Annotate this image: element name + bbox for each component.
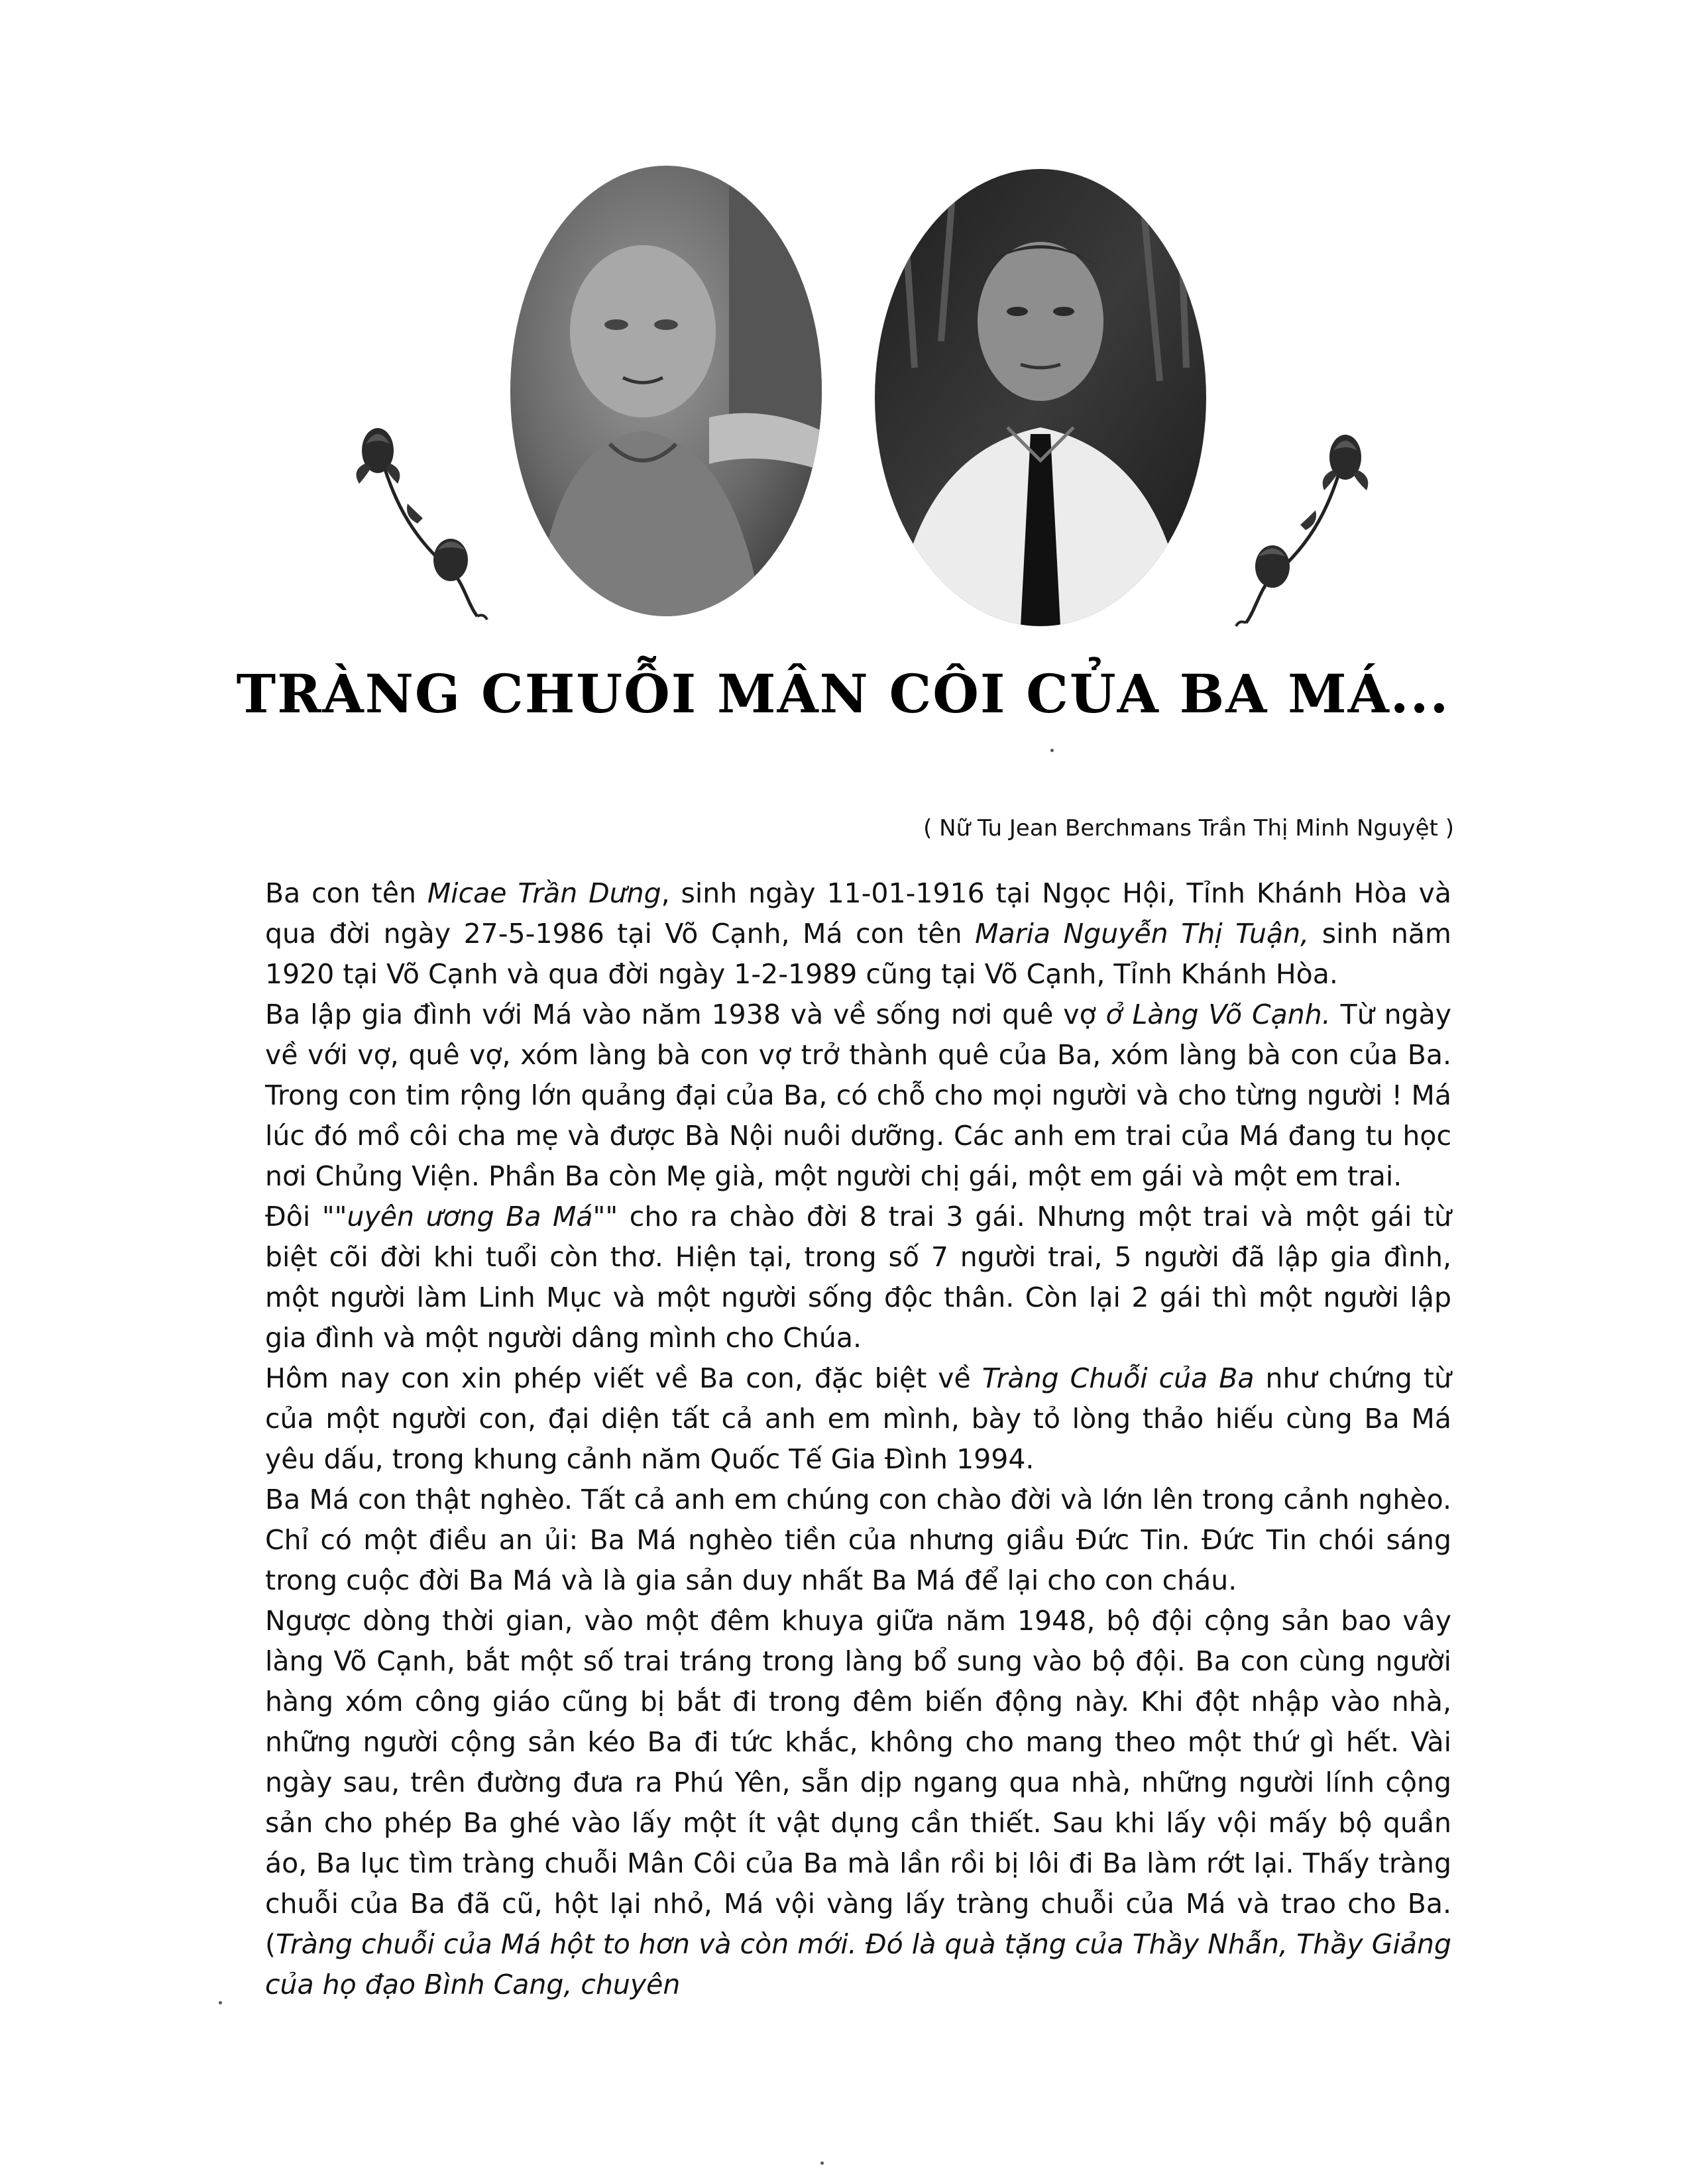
- text-run: Ba lập gia đình với Má vào năm 1938 và về sống nơi quê vợ: [265, 999, 1106, 1030]
- article-body: [265, 873, 1451, 2005]
- author-byline: ( Nữ Tu Jean Berchmans Trần Thị Minh Nguyệt ): [923, 815, 1454, 842]
- italic-text-run: Tràng chuỗi của Má hột to hơn và còn mới. Đó là quà tặng của Thầy Nhẫn, Thầy Giảng của họ đạo Bình Cang, chuyên: [265, 1928, 1451, 2000]
- portrait-photo-father-icon: [875, 169, 1206, 626]
- text-run: cho ra chào đời 8 trai 3 gái. Nhưng một trai và một gái từ biệt cõi đời khi tuổi còn thơ. Hiện tại, trong số 7 người trai, 5 người đã lập gia đình, một người làm Linh Mục và một người sống độc thân. Còn lại 2 gái thì một người lập gia đình và một người dâng mình cho Chúa.: [265, 1201, 1451, 1354]
- text-run: Ngược dòng thời gian, vào một đêm khuya giữa năm 1948, bộ đội cộng sản bao vây làng Võ Cạnh, bắt một số trai tráng trong làng bổ sung vào bộ đội. Ba con cùng người hàng xóm công giáo cũng bị bắt đi trong đêm biến động này. Khi đột nhập vào nhà, những người cộng sản kéo Ba đi tức khắc, không cho mang theo một thứ gì hết. Vài ngày sau, trên đường đưa ra Phú Yên, sẵn dịp ngang qua nhà, những người lính cộng sản cho phép Ba ghé vào lấy một ít vật dụng cần thiết. Sau khi lấy vội mấy bộ quần áo, Ba lục tìm tràng chuỗi Mân Côi của Ba mà lần rồi bị lôi đi Ba làm rớt lại. Thấy tràng chuỗi của Ba đã cũ, hột lại nhỏ, Má vội vàng lấy tràng chuỗi của Má và trao cho Ba. (: [265, 1605, 1451, 1960]
- italic-text-run: Tràng Chuỗi của Ba: [982, 1362, 1255, 1394]
- rose-branch-icon: [1213, 424, 1372, 636]
- paragraph: [265, 873, 1451, 995]
- paragraph: [265, 1601, 1451, 2005]
- text-run: Ba con tên: [265, 877, 427, 909]
- text-run: Hôm nay con xin phép viết về Ba con, đặc biệt về: [265, 1362, 982, 1394]
- paragraph: [265, 1358, 1451, 1480]
- text-run: , sinh ngày 11-01-1916 tại Ngọc Hội, Tỉnh Khánh Hòa và qua đời ngày 27-5-1986 tại Võ Cạnh, Má con tên: [265, 877, 1451, 950]
- text-run: Từ ngày về với vợ, quê vợ, xóm làng bà con vợ trở thành quê của Ba, xóm làng bà con của Ba. Trong con tim rộng lớn quảng đại của Ba, có chỗ cho mọi người và cho từng người ! Má lúc đó mồ côi cha mẹ và được Bà Nội nuôi dưỡng. Các anh em trai của Má đang tu học nơi Chủng Viện. Phần Ba còn Mẹ già, một người chị gái, một em gái và một em trai.: [265, 999, 1451, 1192]
- rose-branch-icon: [351, 417, 510, 629]
- paragraph: [265, 1197, 1451, 1358]
- paragraph: [265, 1480, 1451, 1601]
- paragraph: [265, 995, 1451, 1197]
- text-run: Ba Má con thật nghèo. Tất cả anh em chúng con chào đời và lớn lên trong cảnh nghèo. Chỉ có một điều an ủi: Ba Má nghèo tiền của nhưng giầu Đức Tin. Đức Tin chói sáng trong cuộc đời Ba Má và là gia sản duy nhất Ba Má để lại cho con cháu.: [265, 1484, 1451, 1596]
- italic-text-run: Maria Nguyễn Thị Tuận,: [975, 918, 1310, 950]
- italic-text-run: Micae Trần Dưng: [427, 877, 661, 909]
- text-run: như chứng từ của một người con, đại diện tất cả anh em mình, bày tỏ lòng thảo hiếu cùng Ba Má yêu dấu, trong khung cảnh năm Quốc Tế Gia Đình 1994.: [265, 1362, 1451, 1475]
- scan-speck: [820, 2161, 824, 2165]
- page-title: TRÀNG CHUỖI MÂN CÔI CỦA BA MÁ...: [236, 663, 1450, 725]
- portrait-photo-mother-icon: [510, 166, 822, 616]
- text-run: Đôi: [265, 1201, 322, 1232]
- photo-header: [0, 0, 1686, 649]
- italic-text-run: ""uyên ương Ba Má"": [321, 1201, 618, 1232]
- scan-speck: [1050, 749, 1054, 752]
- italic-text-run: ở Làng Võ Cạnh.: [1105, 999, 1331, 1030]
- scan-speck: [219, 2001, 222, 2004]
- text-run: sinh năm 1920 tại Võ Cạnh và qua đời ngày 1-2-1989 cũng tại Võ Cạnh, Tỉnh Khánh Hòa.: [265, 918, 1451, 990]
